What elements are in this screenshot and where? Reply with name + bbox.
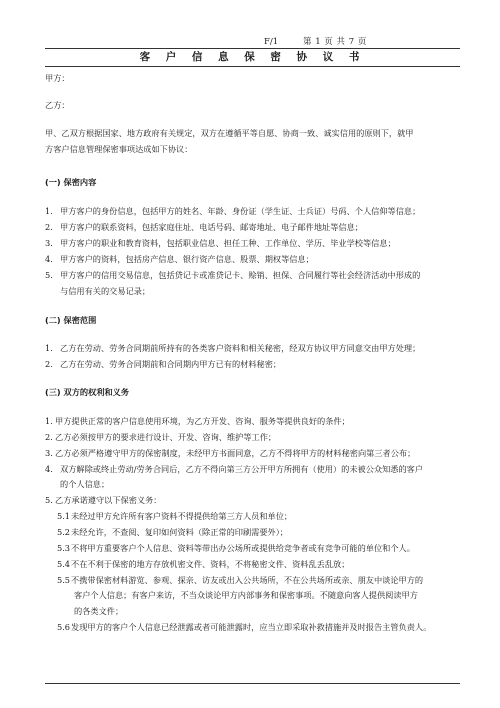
- list-item-number: 4.: [45, 254, 53, 264]
- list-item: 乙方必须严格遵守甲方的保密制度，未经甲方书面同意，乙方不得将甲方的材料秘密向第三者公布；: [55, 448, 416, 458]
- list-item-number: 4.: [45, 464, 53, 474]
- list-item: 乙方承诺遵守以下保密义务：: [55, 495, 162, 505]
- header-rule: [45, 48, 460, 49]
- list-item: 乙方必须按甲方的要求进行设计、开发、咨询、维护等工作；: [55, 432, 277, 442]
- subitem: 未经过甲方允许所有客户资料不得提供给第三方人员和单位；: [71, 511, 293, 521]
- list-item-continuation: 与信用有关的交易记录；: [60, 286, 151, 296]
- subitem-number: 5.3: [57, 543, 71, 553]
- subitem-number: 5.2: [57, 527, 71, 537]
- list-item: 乙方在劳动、劳务合同期前和合同期内甲方已有的材料秘密；: [60, 359, 282, 369]
- title-rule: [45, 66, 460, 67]
- list-item-number: 3.: [45, 448, 53, 458]
- list-item-number: 1.: [45, 343, 53, 353]
- subitem-number: 5.5: [57, 575, 71, 585]
- list-item-number: 5.: [45, 270, 53, 280]
- subitem: 不携带保密材料游览、参观、探亲、访友或出入公共场所，不在公共场所或亲、朋友中谈论甲方的: [71, 575, 424, 585]
- list-item: 甲方客户的身份信息，包括甲方的姓名、年龄、身份证（学生证、士兵证）号码、个人信仰等信息；: [60, 206, 421, 216]
- subitem: 发现甲方的客户个人信息已经泄露或者可能泄露时，应当立即采取补救措施并及时报告主管负责人。: [71, 622, 432, 632]
- section-heading-confidential-content: (一) 保密内容: [45, 177, 97, 187]
- list-item: 甲方提供正常的客户信息使用环境，为乙方开发、咨询、服务等提供良好的条件；: [55, 416, 350, 426]
- subitem-continuation: 的各类文件；: [74, 606, 124, 616]
- document-title: 客 户 信 息 保 密 协 议 书: [139, 51, 366, 63]
- list-item: 甲方客户的信用交易信息，包括贷记卡或准贷记卡、赊销、担保、合同履行等社会经济活动中形成的: [60, 270, 421, 280]
- subitem-number: 5.1: [57, 511, 71, 521]
- subitem: 未经允许，不查阅、复印如何资料（除正常的印刷需要外）；: [71, 527, 288, 537]
- list-item-number: 1.: [45, 206, 53, 216]
- list-item-number: 3.: [45, 238, 53, 248]
- subitem: 不将甲方重要客户个人信息、资料等带出办公场所或提供给竞争者或有竞争可能的单位和个人。: [71, 543, 415, 553]
- list-item: 甲方客户的联系资料，包括家庭住址、电话号码、邮寄地址、电子邮件地址等信息；: [60, 222, 363, 232]
- section-heading-rights-obligations: (三) 双方的权利和义务: [45, 387, 130, 397]
- party-b-label: 乙方：: [45, 100, 70, 110]
- list-item-number: 1.: [45, 416, 53, 426]
- list-item-number: 2.: [45, 359, 53, 369]
- subitem-number: 5.4: [57, 559, 71, 569]
- intro-line-2: 方客户信息管理保密事项达成如下协议：: [45, 144, 193, 154]
- party-a-label: 甲方：: [45, 73, 70, 83]
- intro-line-1: 甲、乙双方根据国家、地方政府有关规定，双方在遵循平等自愿、协商一致、诚实信用的原则下，就甲: [45, 128, 414, 138]
- subitem: 不在不利于保密的地方存放机密文件、资料，不将秘密文件、资料乱丢乱放；: [71, 559, 350, 569]
- list-item: 甲方客户的职业和教育资料，包括职业信息、担任工种、工作单位、学历、毕业学校等信息；: [60, 238, 396, 248]
- page-info: 第 1 页 共 7 页: [303, 37, 367, 47]
- list-item-continuation: 的个人信息；: [60, 479, 110, 489]
- subitem-number: 5.6: [57, 622, 71, 632]
- section-heading-confidential-scope: (二) 保密范围: [45, 315, 97, 325]
- list-item-number: 2.: [45, 432, 53, 442]
- doc-code: F/1: [264, 37, 279, 47]
- subitem-continuation: 客户个人信息；有客户来访，不当众谈论甲方内部事务和保密事项。不随意向客人提供阅读甲方: [74, 590, 418, 600]
- list-item-number: 5.: [45, 495, 53, 505]
- list-item: 双方解除或终止劳动/劳务合同后，乙方不得向第三方公开甲方所拥有（使用）的未被公众知悉的客户: [60, 464, 424, 474]
- list-item: 甲方客户的资料，包括房产信息、银行资产信息、股票、期权等信息；: [60, 254, 314, 264]
- list-item-number: 2.: [45, 222, 53, 232]
- footer-rule: [45, 683, 460, 684]
- list-item: 乙方在劳动、劳务合同期前所持有的各类客户资料和相关秘密，经双方协议甲方同意交由甲方处理；: [60, 343, 421, 353]
